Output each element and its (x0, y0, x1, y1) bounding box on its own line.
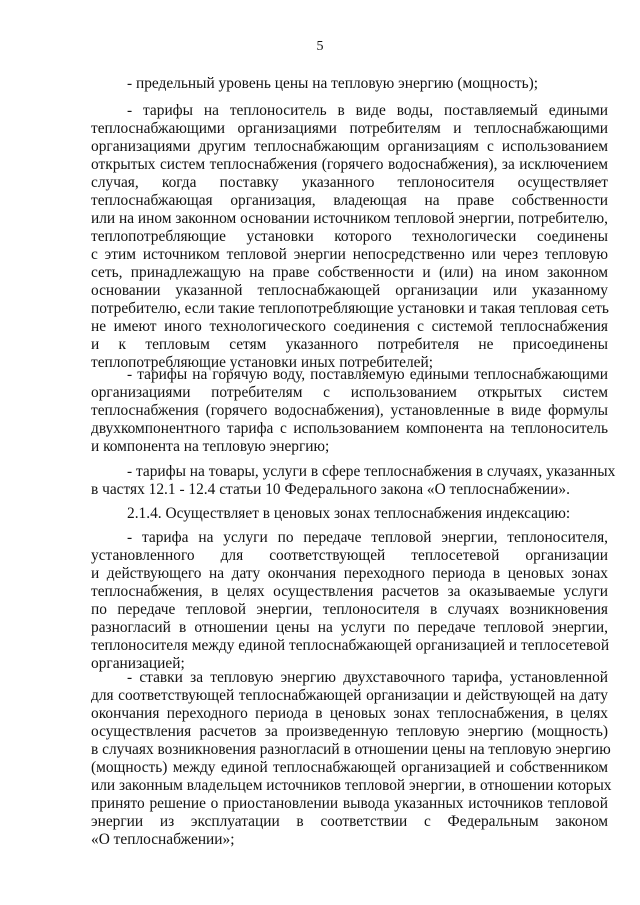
text-line: или на ином законном основании источником тепловой энергии, потребителю, (91, 210, 608, 227)
text-line: с этим источником тепловой энергии непосредственно или через тепловую (91, 246, 608, 263)
text-line: организацией; (91, 655, 185, 672)
text-line: основании указанной теплоснабжающей организации или указанному (91, 282, 608, 299)
text-line: - тарифы на горячую воду, поставляемую едиными теплоснабжающими (127, 366, 608, 383)
text-line: - тарифа на услуги по передаче тепловой энергии, теплоносителя, (127, 529, 608, 546)
text-line: для соответствующей теплоснабжающей организации и действующей на дату (91, 687, 608, 704)
text-line: теплоносителя между единой теплоснабжающей организацией и теплосетевой (91, 637, 610, 654)
text-line: случая, когда поставку указанного теплоносителя осуществляет (91, 174, 608, 191)
text-line: в случаях возникновения разногласий в отношении цены на тепловую энергию (91, 741, 611, 758)
text-line: и компонента на тепловую энергию; (91, 438, 330, 455)
text-line: окончания переходного периода в ценовых зонах теплоснабжения, в целях (91, 705, 608, 722)
text-line: по передаче тепловой энергии, теплоносителя в случаях возникновения (91, 601, 608, 618)
text-line: теплопотребляющие установки которого технологически соединены (91, 228, 608, 245)
text-line: теплоснабжения, в целях осуществления расчетов за оказываемые услуги (91, 583, 608, 600)
text-line: сеть, принадлежащую на праве собственности и (или) на ином законном (91, 264, 608, 281)
text-line: теплопотребляющие установки иных потребителей; (91, 354, 434, 371)
text-line: и действующего на дату окончания переходного периода в ценовых зонах (91, 565, 608, 582)
text-line: организациями потребителям с использованием открытых систем (91, 384, 608, 401)
text-line: 2.1.4. Осуществляет в ценовых зонах теплоснабжения индексацию: (127, 505, 571, 522)
text-line: открытых систем теплоснабжения (горячего водоснабжения), за исключением (91, 156, 608, 173)
text-line: не имеют иного технологического соединения с системой теплоснабжения (91, 318, 608, 335)
text-line: в частях 12.1 - 12.4 статьи 10 Федерального закона «О теплоснабжении». (91, 481, 570, 498)
text-line: потребителю, если такие теплопотребляющие установки и такая тепловая сеть (91, 300, 609, 317)
text-line: «О теплоснабжении»; (91, 831, 235, 848)
text-line: - ставки за тепловую энергию двухставочного тарифа, установленной (127, 669, 608, 686)
text-line: и к тепловым сетям указанного потребителя не присоединены (91, 336, 608, 353)
text-line: энергии из эксплуатации в соответствии с Федеральным законом (91, 813, 608, 830)
text-line: теплоснабжающая организация, владеющая на праве собственности (91, 192, 608, 209)
text-line: теплоснабжения (горячего водоснабжения), установленные в виде формулы (91, 402, 608, 419)
text-line: принято решение о приостановлении вывода указанных источников тепловой (91, 795, 608, 812)
page-number: 5 (316, 39, 324, 54)
text-line: - тарифы на теплоноситель в виде воды, поставляемый едиными (127, 102, 608, 119)
text-line: - тарифы на товары, услуги в сфере теплоснабжения в случаях, указанных (127, 463, 616, 480)
text-line: - предельный уровень цены на тепловую энергию (мощность); (127, 75, 539, 92)
text-line: или законным владельцем источников тепловой энергии, в отношении которых (91, 777, 612, 794)
text-line: (мощность) между единой теплоснабжающей организацией и собственником (91, 759, 608, 776)
text-line: осуществления расчетов за произведенную тепловую энергию (мощность) (91, 723, 608, 740)
text-line: двухкомпонентного тарифа с использованием компонента на теплоноситель (91, 420, 608, 437)
text-line: установленного для соответствующей теплосетевой организации (91, 547, 608, 564)
text-line: теплоснабжающими организациями потребителям и теплоснабжающими (91, 120, 608, 137)
text-line: организациями другим теплоснабжающим организациям с использованием (91, 138, 608, 155)
text-line: разногласий в отношении цены на услуги по передаче тепловой энергии, (91, 619, 608, 636)
